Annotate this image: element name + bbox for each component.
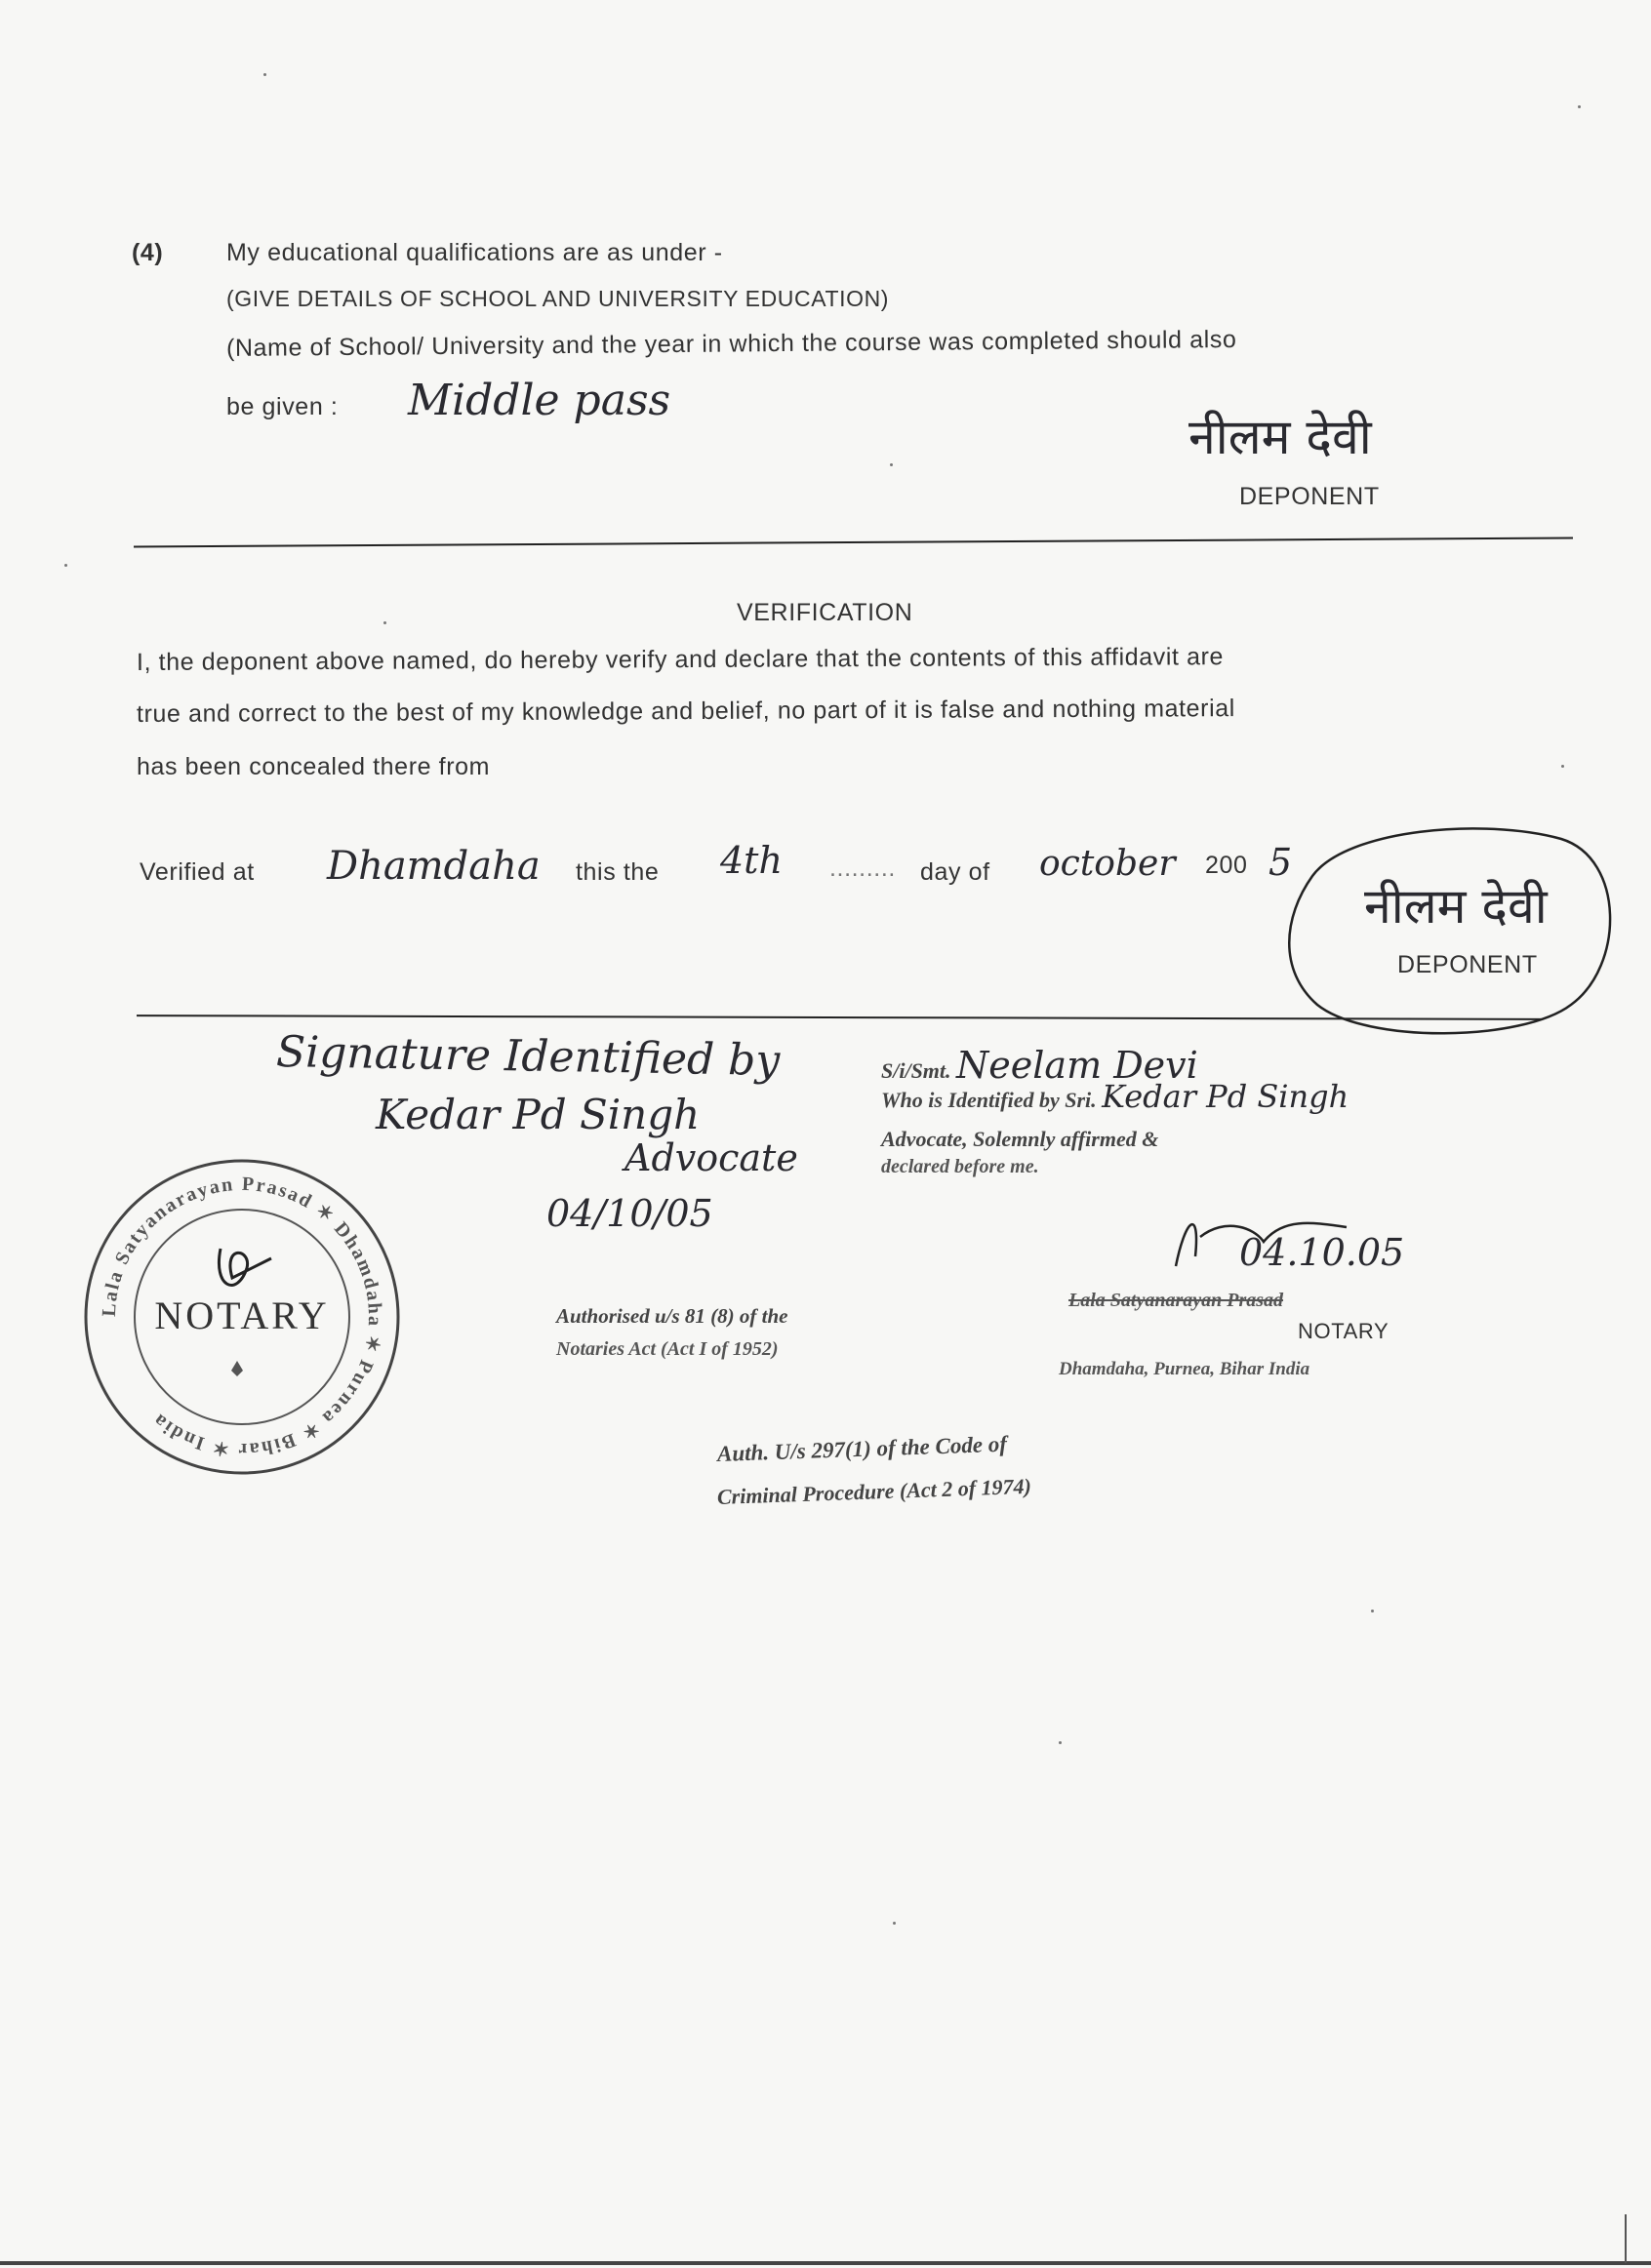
- scan-speck: [383, 621, 386, 624]
- scan-edge-right: [1625, 2214, 1627, 2263]
- day-of-label: day of: [920, 858, 990, 886]
- qualification-line-4: be given :: [226, 393, 339, 420]
- verified-at-label: Verified at: [140, 858, 255, 886]
- scan-speck: [890, 463, 893, 466]
- verification-line-3: has been concealed there from: [137, 753, 491, 780]
- deponent-label-2: DEPONENT: [1397, 951, 1538, 978]
- identified-by-hand-2: Kedar Pd Singh: [376, 1091, 701, 1138]
- notary-auth-line-1: Authorised u/s 81 (8) of the: [556, 1304, 788, 1328]
- deponent-signature-1: नीलम देवी: [1188, 409, 1372, 465]
- scan-speck: [893, 1922, 896, 1925]
- notary-place: Dhamdaha, Purnea, Bihar India: [1059, 1359, 1310, 1379]
- crpc-line-1: Auth. U/s 297(1) of the Code of: [716, 1431, 1008, 1466]
- identified-by-hand-1: Signature Identified by: [275, 1027, 781, 1087]
- stamp-line-1-prefix: S/i/Smt.: [881, 1058, 951, 1083]
- deponent-signature-2: नीलम देवी: [1364, 878, 1548, 935]
- verification-line-2: true and correct to the best of my knowledge and belief, no part of it is false and nothing material: [136, 695, 1235, 728]
- scan-speck: [1561, 765, 1564, 768]
- verified-day: 4th: [720, 839, 783, 882]
- stamp-line-4: declared before me.: [881, 1156, 1039, 1177]
- year-suffix: 5: [1268, 841, 1293, 884]
- notary-auth-line-2: Notaries Act (Act I of 1952): [556, 1338, 779, 1360]
- stamp-line-3: Advocate, Solemnly affirmed &: [881, 1127, 1159, 1151]
- stamp-line-2-hand: Kedar Pd Singh: [1102, 1078, 1349, 1115]
- this-the-label: this the: [576, 858, 660, 886]
- stamp-line-2: [881, 1078, 1349, 1115]
- notary-seal: [76, 1151, 408, 1483]
- scan-edge-bottom: [0, 2261, 1651, 2265]
- scan-speck: [1578, 105, 1581, 108]
- section-number: (4): [132, 239, 164, 266]
- qualification-answer: Middle pass: [408, 376, 671, 425]
- seal-center-text: NOTARY: [154, 1293, 330, 1337]
- stamp-line-1-hand: Neelam Devi: [956, 1044, 1198, 1087]
- qualification-line-3: (Name of School/ University and the year in which the course was completed should also: [225, 325, 1237, 362]
- scan-speck: [263, 73, 266, 76]
- year-prefix: 200: [1205, 852, 1248, 879]
- verified-place: Dhamdaha: [327, 844, 541, 889]
- scan-speck: [1059, 1741, 1062, 1744]
- qualification-line-2: (GIVE DETAILS OF SCHOOL AND UNIVERSITY EDUCATION): [226, 286, 890, 311]
- verification-line-1: I, the deponent above named, do hereby verify and declare that the contents of this affidavit are: [136, 643, 1225, 676]
- qualification-line-1: My educational qualifications are as under -: [226, 239, 723, 266]
- verification-heading: VERIFICATION: [737, 599, 913, 626]
- crpc-line-2: Criminal Procedure (Act 2 of 1974): [716, 1473, 1032, 1509]
- notary-title: NOTARY: [1298, 1319, 1389, 1343]
- identified-by-hand-3: Advocate: [624, 1136, 798, 1179]
- notary-name: Lala Satyanarayan Prasad: [1068, 1290, 1284, 1311]
- scan-speck: [64, 564, 67, 567]
- notary-sign-date: 04.10.05: [1239, 1231, 1405, 1274]
- verified-month: october: [1039, 844, 1176, 884]
- scan-speck: [1371, 1610, 1374, 1612]
- stamp-line-2-prefix: Who is Identified by Sri.: [881, 1088, 1097, 1112]
- day-dots: .........: [829, 855, 896, 882]
- identified-date-hand: 04/10/05: [546, 1192, 713, 1235]
- seal-ring-text: Lala Satyanarayan Prasad ✶ Dhamdaha ✶ Purnea ✶ Bihar ✶ India: [98, 1173, 386, 1461]
- deponent-label-1: DEPONENT: [1239, 483, 1380, 510]
